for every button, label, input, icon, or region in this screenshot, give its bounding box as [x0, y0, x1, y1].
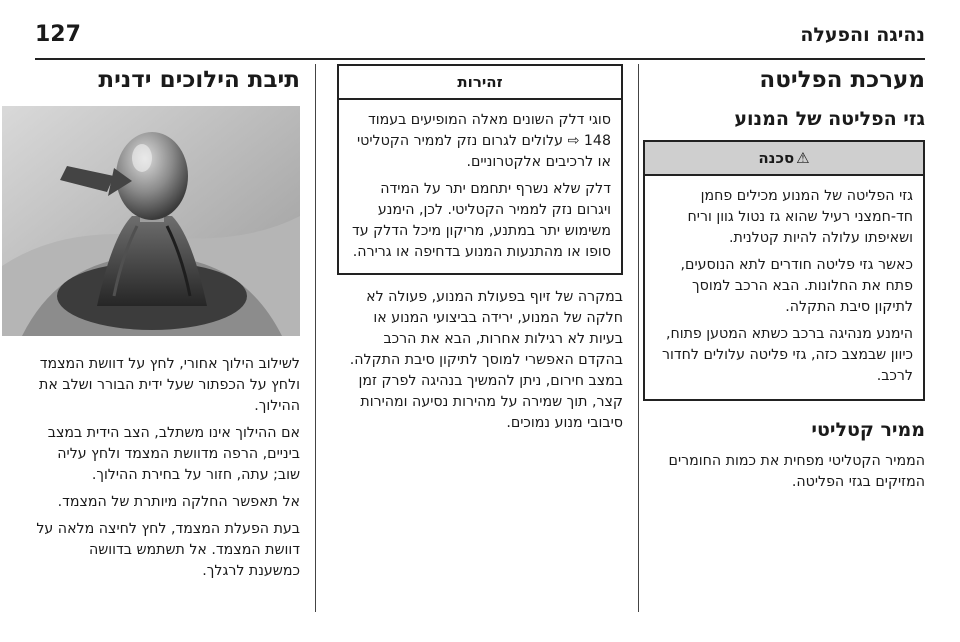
header-rule	[35, 58, 925, 60]
column-divider	[638, 64, 639, 612]
section-title-exhaust: מערכת הפליטה	[759, 67, 925, 93]
column-caution	[337, 64, 623, 440]
transmission-paragraph: בעת הפעלת המצמד, לחץ לחיצה מלאה על דוושת המצמד. אל תשתמש בדוושה כמשענת לרגלך.	[36, 521, 300, 579]
danger-box	[643, 140, 925, 401]
danger-header	[645, 142, 923, 176]
caution-header: זהירות	[339, 66, 621, 100]
caution-box	[337, 64, 623, 275]
caution-paragraph: סוגי דלק השונים מאלה המופיעים בעמוד 148 ⇨ עלולים לגרום נזק לממיר הקטליטי או לרכיבים אלקטרוניים.	[356, 112, 611, 170]
gear-shift-lever-image	[2, 106, 300, 336]
transmission-paragraph: לשילוב הילוך אחורי, לחץ על דוושת המצמד ולחץ על הכפתור שעל ידית הבורר ושלב את ההילוך.	[39, 356, 300, 414]
section-title-catalytic-converter: ממיר קטליטי	[811, 419, 925, 441]
page-number: 127	[35, 22, 81, 47]
warning-triangle-icon: ⚠	[796, 149, 810, 167]
danger-paragraph: גזי הפליטה של המנוע מכילים פחמן חד-חמצני רעיל שהוא גז נטול גוון וריח ושאיפתו עלולה להיות קטלנית.	[687, 188, 913, 246]
transmission-paragraph: אם ההילוך אינו משתלב, הצב הידית במצב ביניים, הרפה מדוושת המצמד ולחץ עליה שוב; עתה, חזור על בחירת ההילוך.	[47, 425, 300, 483]
column-divider	[315, 64, 316, 612]
catalytic-converter-text: הממיר הקטליטי מפחית את כמות החומרים המזיקים בגזי הפליטה.	[668, 453, 925, 490]
subsection-title-engine-exhaust: גזי הפליטה של המנוע	[734, 108, 925, 130]
danger-label: סכנה	[758, 149, 795, 167]
section-title-manual-transmission: תיבת הילוכים ידנית	[98, 67, 300, 93]
transmission-paragraph: אל תאפשר החלקה מיותרת של המצמד.	[57, 494, 300, 510]
column-exhaust-system	[643, 64, 925, 499]
page-header	[35, 22, 925, 58]
malfunction-text: במקרה של זיוף בפעולת המנוע, פעולה לא חלקה של המנוע, ירידה בביצועי המנוע או בעיות לא רגילות אחרות, הבא את הרכב בהקדם האפשרי למוסך לתיקון סיבת התקלה. במצב חירום, ניתן להמשיך בנהיגה לפרק זמן קצר, תוך שמירה על מהירות נסיעה ומהירות סיבובי מנוע נמוכים.	[349, 289, 623, 431]
danger-paragraph: כאשר גזי פליטה חודרים לתא הנוסעים, פתח את החלונות. הבא הרכב למוסך לתיקון סיבת התקלה.	[680, 257, 913, 315]
caution-paragraph: דלק שלא נשרף יתחמם יתר על המידה ויגרום נזק לממיר הקטליטי. לכן, הימנע משימוש יתר במתנע, מריקון מיכל הדלק עד סופו או מהתנעות המנוע בדחיפה או גרירה.	[352, 181, 611, 260]
running-title: נהיגה והפעלה	[800, 24, 925, 46]
danger-paragraph: הימנע מנהיגה ברכב כשתא המטען פתוח, כיוון שבמצב כזה, גזי פליטה עלולים לחדור לרכב.	[662, 326, 913, 384]
column-manual-transmission	[35, 64, 300, 588]
